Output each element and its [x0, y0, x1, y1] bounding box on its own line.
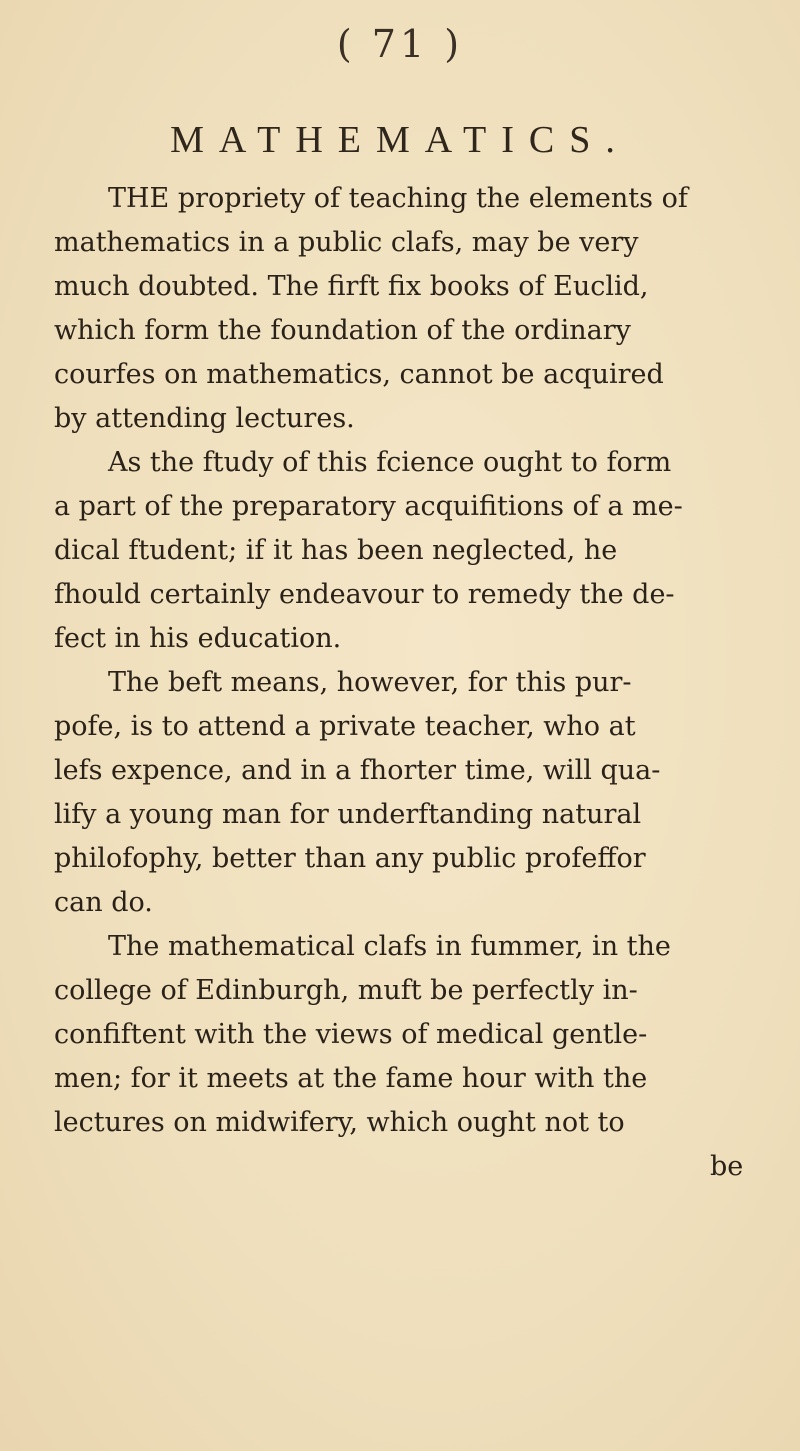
catchword: be: [710, 1151, 744, 1182]
section-heading: MATHEMATICS.: [170, 119, 630, 161]
body-text: THE propriety of teaching the elements of mathematics in a public clafs, may be very much doubted. The firft fix books of Euclid, which form the foundation of the ordinary courfes on mathematics, cannot be acquired by attending lectures. As the ftudy of this fcience ought to form a part of the preparatory acquifitions of a me- dical ftudent; if it has been neglected, he fhould certainly endeavour to remedy the de- fect in his education. The beft means, however, for this pur- pofe, is to attend a private teacher, who at lefs expence, and in a fhorter time, will qua- lify a young man for underftanding natural philofophy, better than any public profeffor can do. The mathematical clafs in fummer, in the college of Edinburgh, muft be perfectly in- confiftent with the views of medical gentle- men; for it meets at the fame hour with the lectures on midwifery, which ought not to be: [54, 183, 744, 1182]
page-number: ( 71 ): [336, 22, 464, 66]
